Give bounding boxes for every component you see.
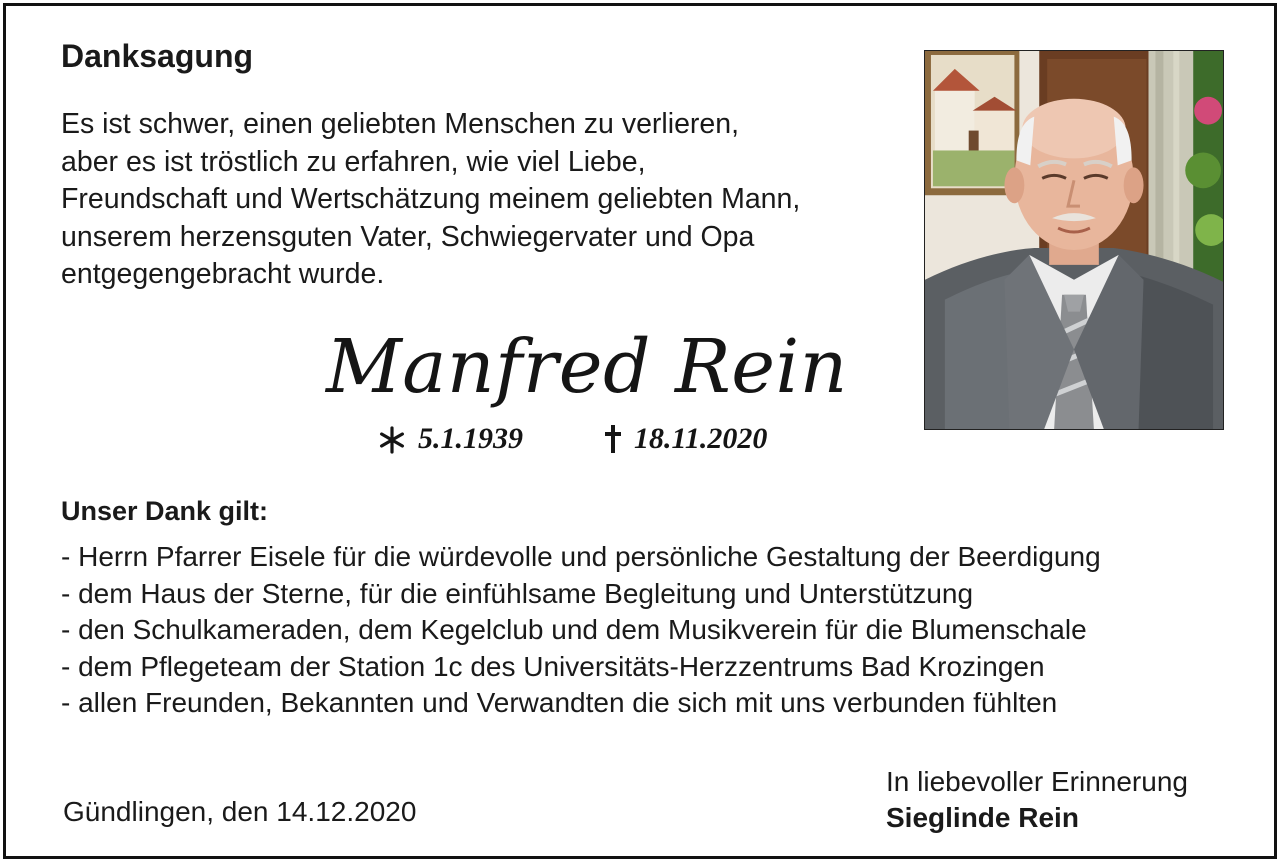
star-birth-icon bbox=[378, 426, 406, 454]
birth-date: 5.1.1939 bbox=[418, 422, 523, 455]
cross-death-icon bbox=[603, 424, 623, 454]
thanks-list bbox=[61, 539, 1101, 722]
death-date: 18.11.2020 bbox=[634, 422, 768, 455]
list-item: - Herrn Pfarrer Eisele für die würdevolle und persönliche Gestaltung der Beerdigung bbox=[61, 541, 1101, 572]
signature-name: Sieglinde Rein bbox=[886, 802, 1079, 833]
thanks-heading: Unser Dank gilt: bbox=[61, 496, 269, 526]
deceased-name: Manfred Rein bbox=[326, 324, 848, 410]
list-item: - allen Freunden, Bekannten und Verwandten die sich mit uns verbunden fühlten bbox=[61, 687, 1058, 719]
list-item: - dem Haus der Sterne, für die einfühlsame Begleitung und Unterstützung bbox=[61, 577, 974, 609]
intro-line: unserem herzensguten Vater, Schwiegervater und Opa bbox=[61, 220, 755, 253]
closing-block bbox=[886, 764, 1188, 836]
page-title: Danksagung bbox=[61, 38, 254, 74]
portrait-photo bbox=[924, 50, 1224, 430]
intro-line: Freundschaft und Wertschätzung meinem geliebten Mann, bbox=[61, 183, 801, 215]
intro-line: Es ist schwer, einen geliebten Menschen zu verlieren, bbox=[61, 108, 740, 140]
intro-text bbox=[61, 106, 911, 294]
intro-line: aber es ist tröstlich zu erfahren, wie viel Liebe, bbox=[61, 145, 646, 178]
closing-phrase: In liebevoller Erinnerung bbox=[886, 766, 1188, 797]
list-item: - dem Pflegeteam der Station 1c des Universitäts-Herzzentrums Bad Krozingen bbox=[61, 650, 1045, 682]
place-date: Gündlingen, den 14.12.2020 bbox=[63, 796, 417, 827]
obituary-card bbox=[3, 3, 1277, 859]
intro-line: entgegengebracht wurde. bbox=[61, 258, 385, 290]
list-item: - den Schulkameraden, dem Kegelclub und dem Musikverein für die Blumenschale bbox=[61, 614, 1087, 646]
portrait-photo-icon bbox=[925, 51, 1223, 429]
